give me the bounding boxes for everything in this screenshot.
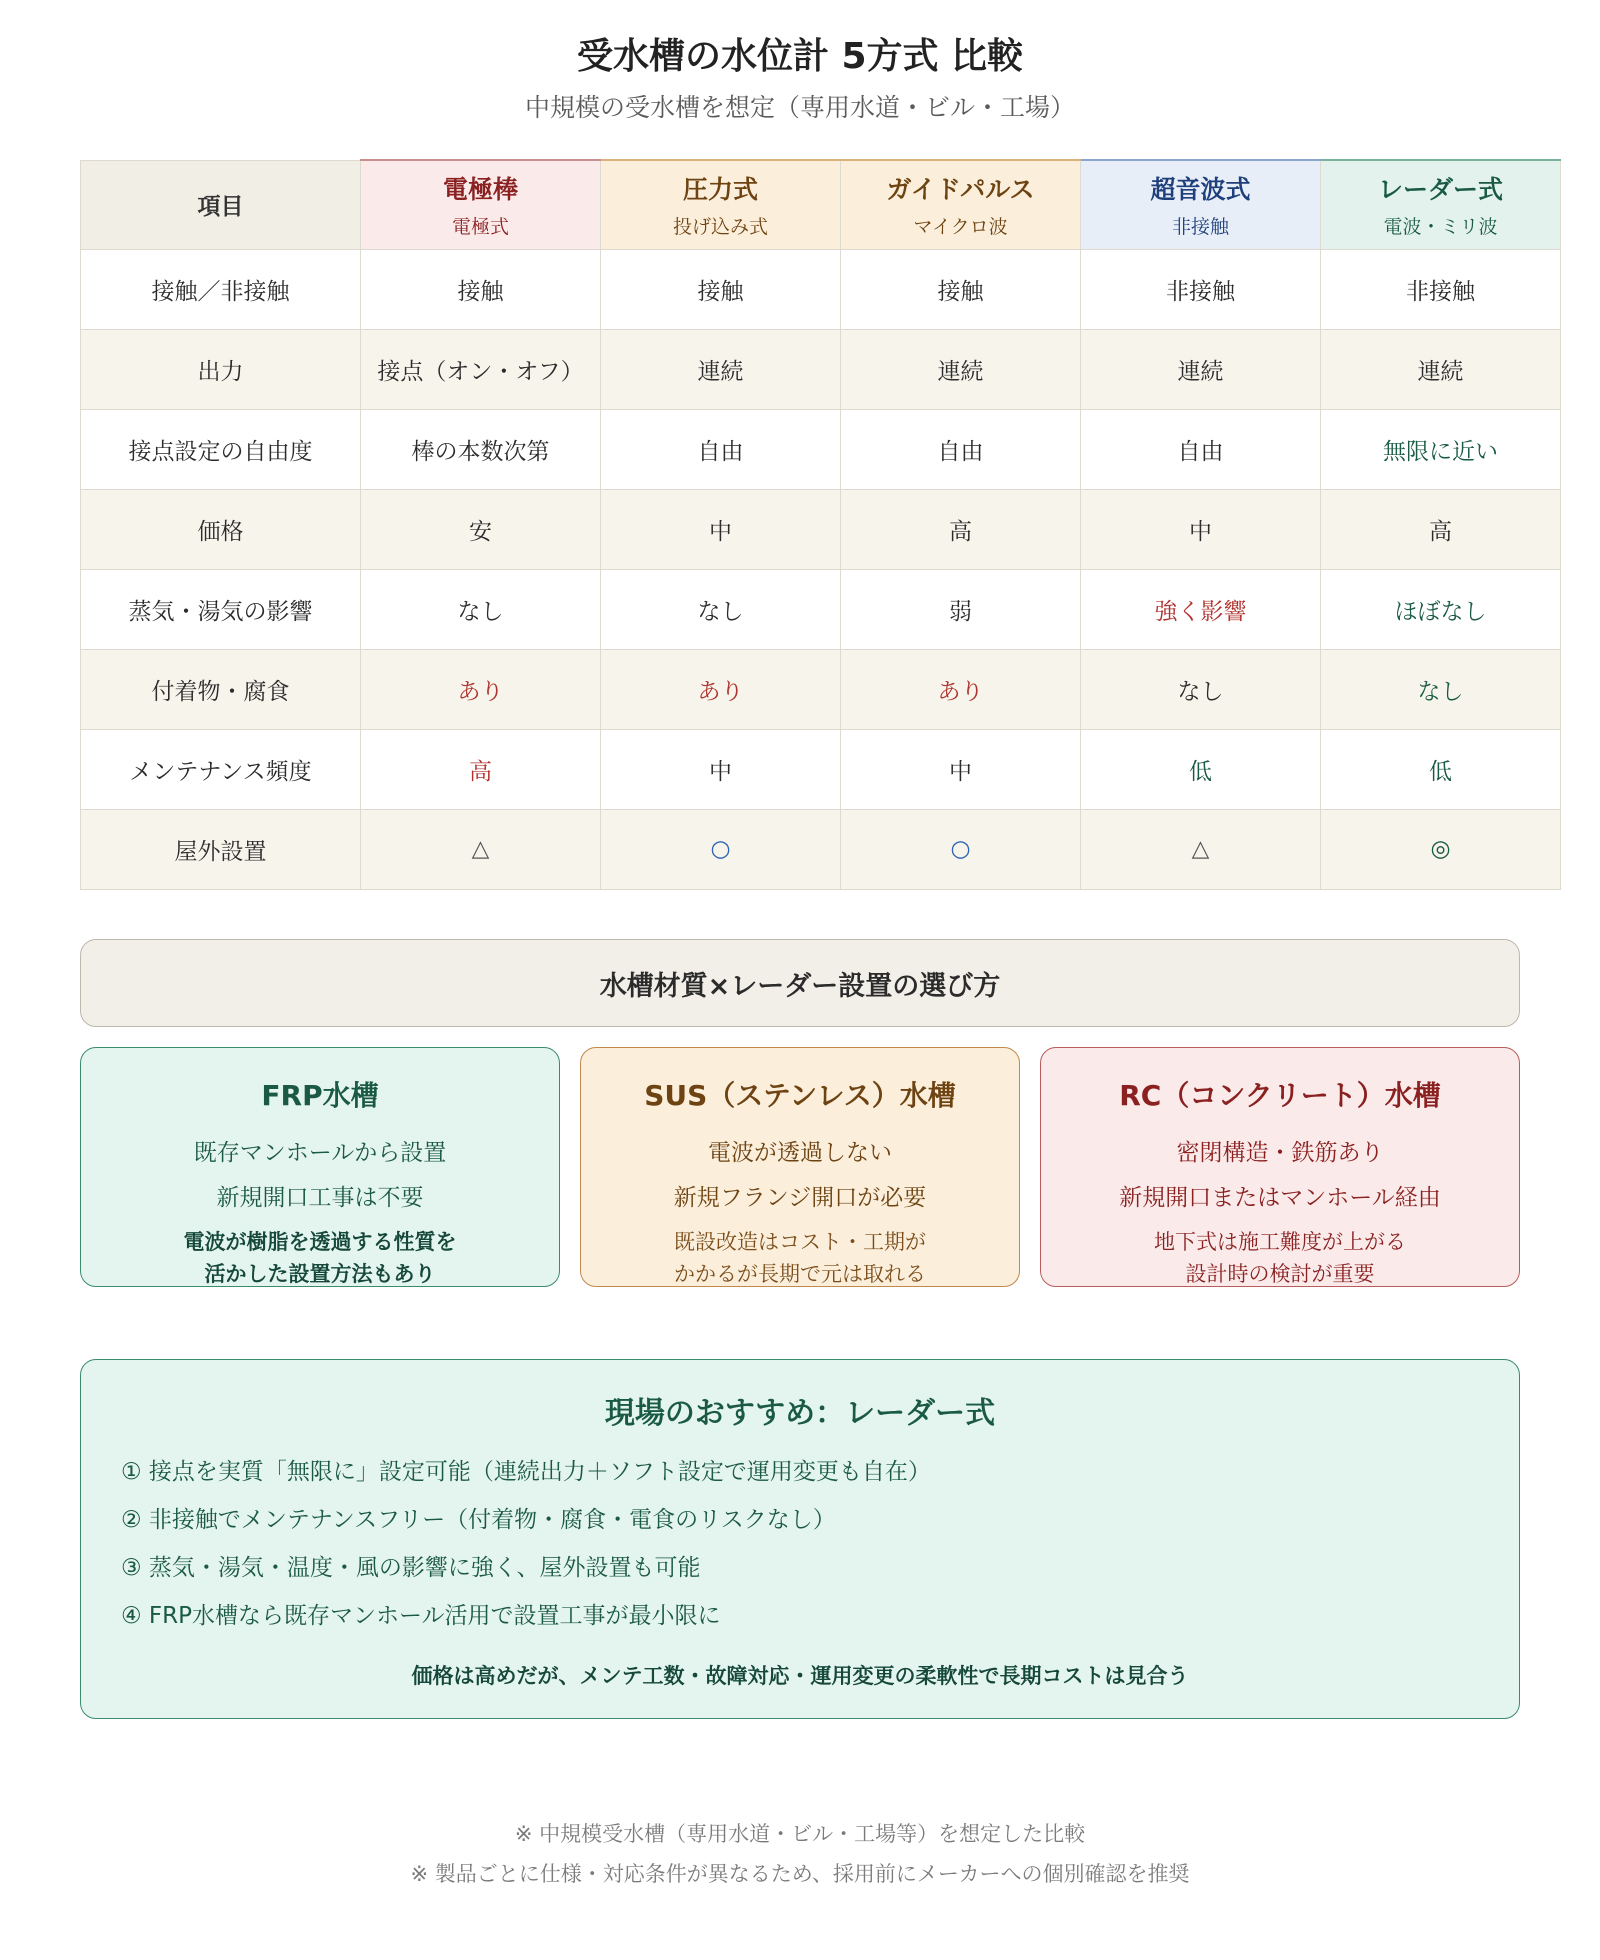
row-label: 出力	[81, 329, 361, 409]
table-cell: あり	[601, 649, 841, 729]
list-item: ④ FRP水槽なら既存マンホール活用で設置工事が最小限に	[121, 1603, 721, 1629]
table-cell: △	[361, 809, 601, 889]
table-cell: 接触	[841, 249, 1081, 329]
table-cell: 連続	[1081, 329, 1321, 409]
card-line: 新規開口またはマンホール経由	[1119, 1185, 1441, 1211]
table-cell: なし	[361, 569, 601, 649]
table-cell: 自由	[601, 409, 841, 489]
row-label: 蒸気・湯気の影響	[81, 569, 361, 649]
table-cell: 中	[601, 729, 841, 809]
header-pressure	[601, 160, 841, 249]
card-sus	[580, 1047, 1020, 1287]
table-cell: 接点（オン・オフ）	[361, 329, 601, 409]
table-cell: 非接触	[1081, 249, 1321, 329]
header-sub: 電極式	[451, 216, 509, 239]
row-label: 屋外設置	[81, 809, 361, 889]
card-note-line: 地下式は施工難度が上がる	[1154, 1230, 1406, 1254]
card-title: RC（コンクリート）水槽	[1119, 1079, 1441, 1112]
table-row	[81, 249, 1561, 329]
card-title: FRP水槽	[261, 1079, 379, 1112]
table-row	[81, 409, 1561, 489]
row-label: 接触／非接触	[81, 249, 361, 329]
row-label: 接点設定の自由度	[81, 409, 361, 489]
table-cell: 自由	[841, 409, 1081, 489]
table-cell: 非接触	[1321, 249, 1561, 329]
row-label: 付着物・腐食	[81, 649, 361, 729]
table-row	[81, 489, 1561, 569]
table-cell: あり	[361, 649, 601, 729]
table-cell: 弱	[841, 569, 1081, 649]
header-ultrasonic	[1081, 160, 1321, 249]
table-cell: 自由	[1081, 409, 1321, 489]
header-name: ガイドパルス	[886, 175, 1035, 205]
header-name: 超音波式	[1150, 175, 1251, 205]
comparison-table	[80, 159, 1561, 890]
table-cell: なし	[1081, 649, 1321, 729]
header-radar	[1321, 160, 1561, 249]
table-cell: 低	[1321, 729, 1561, 809]
header-name: 圧力式	[682, 175, 758, 205]
table-cell: 棒の本数次第	[361, 409, 601, 489]
table-cell: ○	[601, 809, 841, 889]
card-frp	[80, 1047, 560, 1287]
card-note	[1041, 1226, 1519, 1290]
table-cell: 接触	[601, 249, 841, 329]
header-item: 項目	[81, 160, 361, 249]
recommendation-summary: 価格は高めだが、メンテ工数・故障対応・運用変更の柔軟性で長期コストは見合う	[411, 1664, 1189, 1688]
card-line: 密閉構造・鉄筋あり	[1176, 1140, 1384, 1166]
table-cell: 連続	[1321, 329, 1561, 409]
card-note	[581, 1226, 1019, 1290]
table-header-row	[81, 160, 1561, 249]
card-note-line: 活かした設置方法もあり	[204, 1262, 436, 1286]
page-title: 受水槽の水位計 5方式 比較	[576, 36, 1024, 77]
table-row	[81, 729, 1561, 809]
table-cell: ほぼなし	[1321, 569, 1561, 649]
table-cell: なし	[601, 569, 841, 649]
table-cell: 安	[361, 489, 601, 569]
card-note-line: 設計時の検討が重要	[1185, 1262, 1375, 1286]
table-cell: ○	[841, 809, 1081, 889]
table-cell: 中	[1081, 489, 1321, 569]
table-cell: △	[1081, 809, 1321, 889]
table-cell: 中	[601, 489, 841, 569]
card-rc	[1040, 1047, 1520, 1287]
row-label: 価格	[81, 489, 361, 569]
table-row	[81, 809, 1561, 889]
footnote: ※ 中規模受水槽（専用水道・ビル・工場等）を想定した比較	[514, 1822, 1086, 1846]
recommendation-list	[121, 1448, 931, 1640]
page-subtitle: 中規模の受水槽を想定（専用水道・ビル・工場）	[524, 93, 1075, 122]
table-cell: 連続	[601, 329, 841, 409]
card-note-line: 電波が樹脂を透過する性質を	[183, 1230, 457, 1254]
card-note-line: 既設改造はコスト・工期が	[674, 1230, 926, 1254]
card-line: 既存マンホールから設置	[193, 1140, 447, 1166]
footnote: ※ 製品ごとに仕様・対応条件が異なるため、採用前にメーカーへの個別確認を推奨	[410, 1862, 1190, 1886]
recommendation-title: 現場のおすすめ：レーダー式	[604, 1396, 996, 1431]
card-note-line: かかるが長期で元は取れる	[674, 1262, 926, 1286]
table-cell: 高	[361, 729, 601, 809]
table-cell: 高	[841, 489, 1081, 569]
row-label: メンテナンス頻度	[81, 729, 361, 809]
table-cell: あり	[841, 649, 1081, 729]
header-sub: 投げ込み式	[672, 216, 768, 239]
table-cell: ◎	[1321, 809, 1561, 889]
header-sub: マイクロ波	[913, 216, 1008, 239]
header-name: 電極棒	[442, 175, 518, 205]
card-line: 新規開口工事は不要	[216, 1185, 424, 1211]
header-sub: 電波・ミリ波	[1383, 216, 1498, 239]
table-cell: 低	[1081, 729, 1321, 809]
table-row	[81, 569, 1561, 649]
header-name: レーダー式	[1377, 175, 1503, 205]
table-cell: 強く影響	[1081, 569, 1321, 649]
recommendation-box	[80, 1359, 1520, 1719]
card-line: 新規フランジ開口が必要	[673, 1185, 927, 1211]
table-cell: 連続	[841, 329, 1081, 409]
card-line: 電波が透過しない	[708, 1140, 892, 1166]
header-guide-pulse	[841, 160, 1081, 249]
table-cell: 無限に近い	[1321, 409, 1561, 489]
card-title: SUS（ステンレス）水槽	[644, 1079, 956, 1112]
list-item: ② 非接触でメンテナンスフリー（付着物・腐食・電食のリスクなし）	[121, 1507, 836, 1533]
header-sub: 非接触	[1171, 216, 1229, 239]
table-cell: 高	[1321, 489, 1561, 569]
selection-header: 水槽材質×レーダー設置の選び方	[80, 939, 1520, 1027]
list-item: ① 接点を実質「無限に」設定可能（連続出力＋ソフト設定で運用変更も自在）	[121, 1459, 931, 1485]
table-row	[81, 649, 1561, 729]
card-note	[81, 1226, 559, 1290]
table-cell: 中	[841, 729, 1081, 809]
table-cell: 接触	[361, 249, 601, 329]
table-cell: なし	[1321, 649, 1561, 729]
header-electrode	[361, 160, 601, 249]
list-item: ③ 蒸気・湯気・温度・風の影響に強く、屋外設置も可能	[121, 1555, 701, 1581]
table-row	[81, 329, 1561, 409]
